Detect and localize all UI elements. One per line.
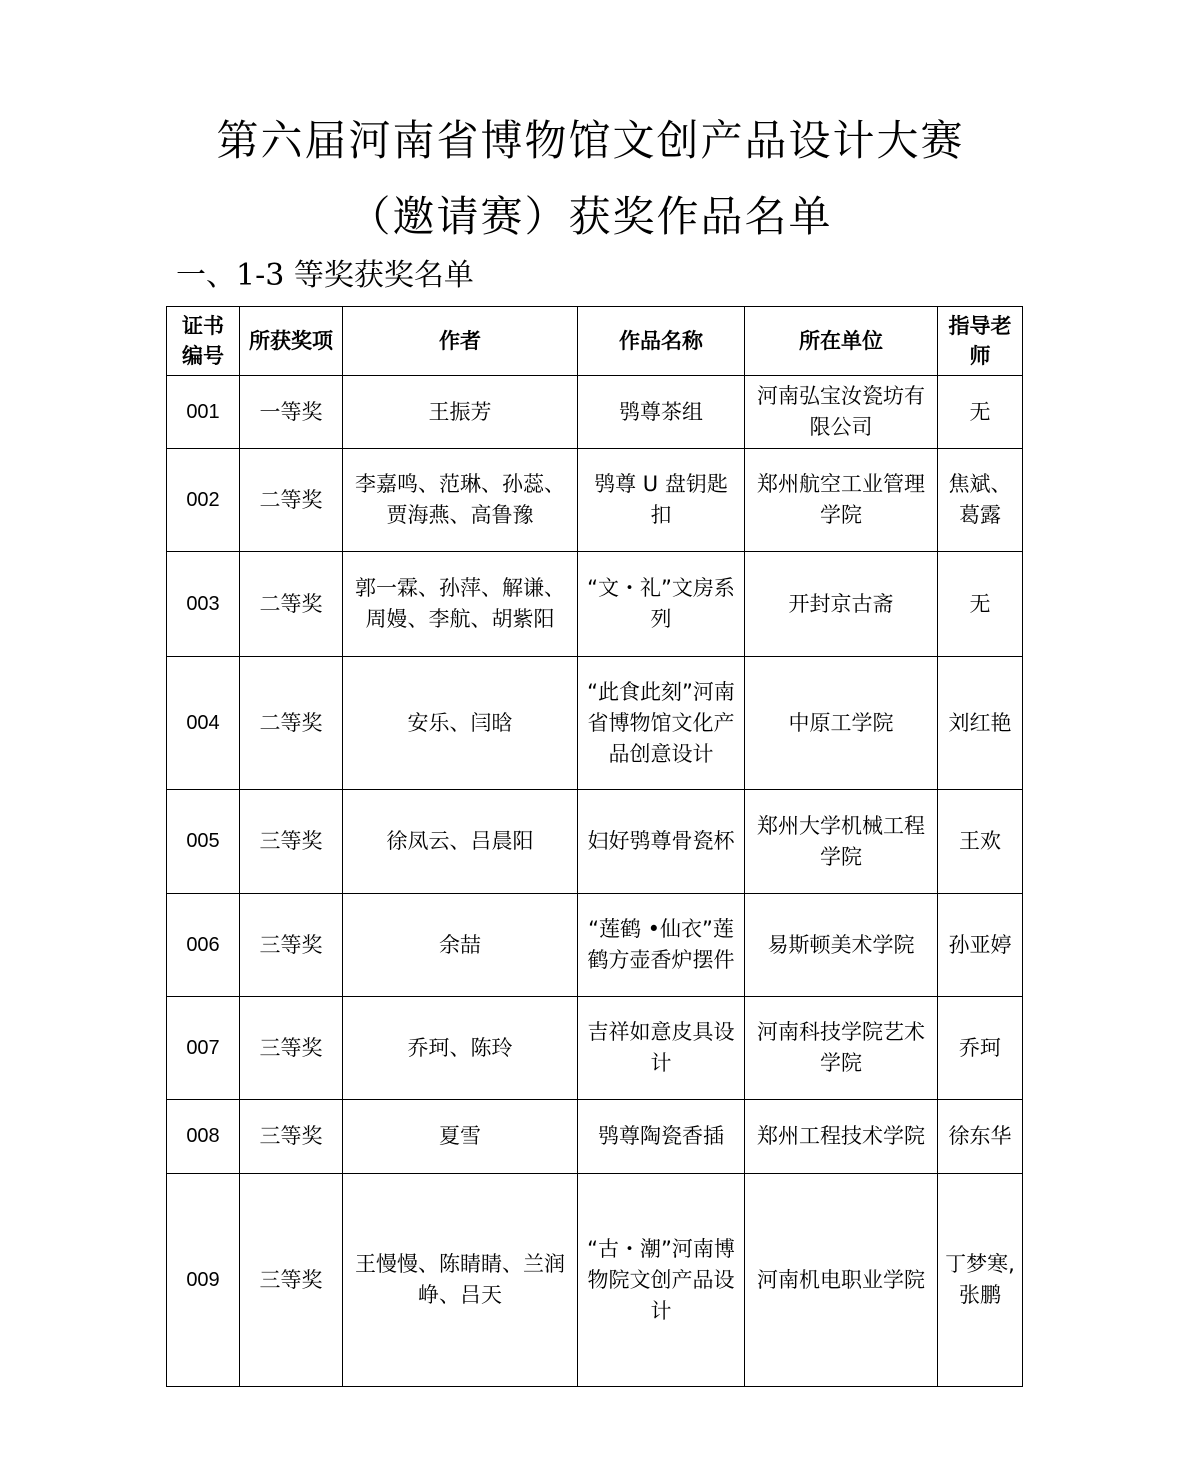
cell-unit: 郑州大学机械工程学院 bbox=[745, 790, 938, 894]
cell-unit: 郑州航空工业管理学院 bbox=[745, 449, 938, 552]
cell-work: “此食此刻”河南省博物馆文化产品创意设计 bbox=[578, 657, 745, 790]
cell-unit: 中原工学院 bbox=[745, 657, 938, 790]
cell-work: 吉祥如意皮具设计 bbox=[578, 997, 745, 1100]
cell-work: 鸮尊陶瓷香插 bbox=[578, 1100, 745, 1174]
cell-award: 三等奖 bbox=[240, 1100, 343, 1174]
cell-teacher: 刘红艳 bbox=[938, 657, 1023, 790]
cell-cert-id: 004 bbox=[167, 657, 240, 790]
header-work: 作品名称 bbox=[578, 307, 745, 376]
cell-authors: 王慢慢、陈睛睛、兰润峥、吕天 bbox=[343, 1174, 578, 1387]
cell-unit: 易斯顿美术学院 bbox=[745, 894, 938, 997]
cell-work: 鸮尊 U 盘钥匙扣 bbox=[578, 449, 745, 552]
cell-award: 二等奖 bbox=[240, 552, 343, 657]
cell-cert-id: 007 bbox=[167, 997, 240, 1100]
cell-authors: 王振芳 bbox=[343, 376, 578, 449]
cell-work: 妇好鸮尊骨瓷杯 bbox=[578, 790, 745, 894]
cell-teacher: 王欢 bbox=[938, 790, 1023, 894]
cell-teacher: 孙亚婷 bbox=[938, 894, 1023, 997]
cell-work: “莲鹤 •仙衣”莲鹤方壶香炉摆件 bbox=[578, 894, 745, 997]
cell-award: 一等奖 bbox=[240, 376, 343, 449]
page-title-line1: 第六届河南省博物馆文创产品设计大赛 bbox=[216, 116, 965, 165]
cell-teacher: 徐东华 bbox=[938, 1100, 1023, 1174]
cell-authors: 余喆 bbox=[343, 894, 578, 997]
table-header-row bbox=[167, 307, 1023, 376]
cell-authors: 安乐、闫晗 bbox=[343, 657, 578, 790]
cell-cert-id: 008 bbox=[167, 1100, 240, 1174]
page-title-line2: （邀请赛）获奖作品名单 bbox=[348, 192, 833, 241]
cell-unit: 郑州工程技术学院 bbox=[745, 1100, 938, 1174]
cell-cert-id: 006 bbox=[167, 894, 240, 997]
award-table bbox=[166, 306, 1023, 1387]
cell-award: 二等奖 bbox=[240, 449, 343, 552]
cell-authors: 李嘉鸣、范琳、孙蕊、贾海燕、高鲁豫 bbox=[343, 449, 578, 552]
cell-cert-id: 003 bbox=[167, 552, 240, 657]
cell-unit: 开封京古斋 bbox=[745, 552, 938, 657]
table-row bbox=[167, 376, 1023, 449]
cell-cert-id: 005 bbox=[167, 790, 240, 894]
cell-work: “古・潮”河南博物院文创产品设计 bbox=[578, 1174, 745, 1387]
cell-cert-id: 009 bbox=[167, 1174, 240, 1387]
table-row bbox=[167, 894, 1023, 997]
cell-authors: 夏雪 bbox=[343, 1100, 578, 1174]
cell-award: 二等奖 bbox=[240, 657, 343, 790]
cell-teacher: 丁梦寒,张鹏 bbox=[938, 1174, 1023, 1387]
cell-authors: 徐凤云、吕晨阳 bbox=[343, 790, 578, 894]
table-row bbox=[167, 449, 1023, 552]
table-row bbox=[167, 1174, 1023, 1387]
cell-teacher: 无 bbox=[938, 552, 1023, 657]
section-heading: 一、1-3 等奖获奖名单 bbox=[176, 258, 474, 293]
cell-unit: 河南弘宝汝瓷坊有限公司 bbox=[745, 376, 938, 449]
cell-award: 三等奖 bbox=[240, 997, 343, 1100]
cell-authors: 郭一霖、孙萍、解谦、周嫚、李航、胡紫阳 bbox=[343, 552, 578, 657]
cell-unit: 河南机电职业学院 bbox=[745, 1174, 938, 1387]
cell-teacher: 乔珂 bbox=[938, 997, 1023, 1100]
table-row bbox=[167, 997, 1023, 1100]
cell-unit: 河南科技学院艺术学院 bbox=[745, 997, 938, 1100]
table-row bbox=[167, 657, 1023, 790]
header-cert-id: 证书编号 bbox=[167, 307, 240, 376]
cell-award: 三等奖 bbox=[240, 1174, 343, 1387]
cell-authors: 乔珂、陈玲 bbox=[343, 997, 578, 1100]
cell-teacher: 无 bbox=[938, 376, 1023, 449]
cell-work: 鸮尊茶组 bbox=[578, 376, 745, 449]
header-authors: 作者 bbox=[343, 307, 578, 376]
table-row bbox=[167, 790, 1023, 894]
header-unit: 所在单位 bbox=[745, 307, 938, 376]
table-row bbox=[167, 1100, 1023, 1174]
cell-work: “文・礼”文房系列 bbox=[578, 552, 745, 657]
cell-award: 三等奖 bbox=[240, 894, 343, 997]
header-award: 所获奖项 bbox=[240, 307, 343, 376]
cell-teacher: 焦斌、葛露 bbox=[938, 449, 1023, 552]
cell-cert-id: 002 bbox=[167, 449, 240, 552]
header-teacher: 指导老师 bbox=[938, 307, 1023, 376]
cell-award: 三等奖 bbox=[240, 790, 343, 894]
table-row bbox=[167, 552, 1023, 657]
cell-cert-id: 001 bbox=[167, 376, 240, 449]
